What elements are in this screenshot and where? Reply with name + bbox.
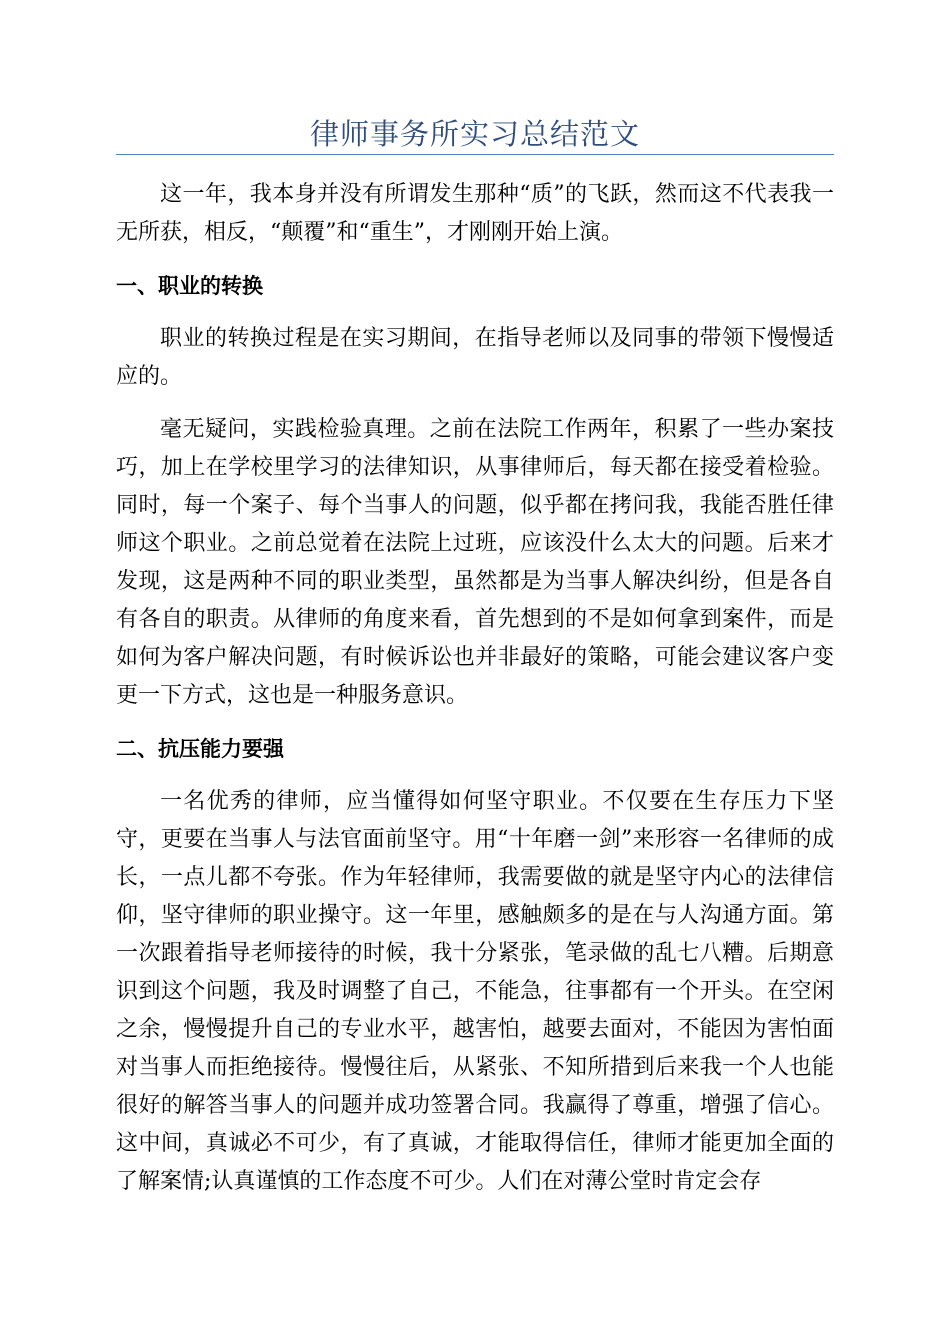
section-heading-career-transition: 一、职业的转换: [116, 274, 263, 298]
section1-paragraph-1: 职业的转换过程是在实习期间，在指导老师以及同事的带领下慢慢适应的。: [116, 326, 834, 389]
document-title: 律师事务所实习总结范文: [309, 117, 640, 151]
document-body: [116, 176, 834, 1216]
section1-paragraph-2: 毫无疑问，实践检验真理。之前在法院工作两年，积累了一些办案技巧，加上在学校里学习的法律知识，从事律师后，每天都在接受着检验。同时，每一个案子、每个当事人的问题，似乎都在拷问我，我能否胜任律师这个职业。之前总觉着在法院上过班，应该没什么太大的问题。后来才发现，这是两种不同的职业类型，虽然都是为当事人解决纠纷，但是各自有各自的职责。从律师的角度来看，首先想到的不是如何拿到案件，而是如何为客户解决问题，有时候诉讼也并非最好的策略，可能会建议客户变更一下方式，这也是一种服务意识。: [116, 417, 834, 708]
section2-paragraph-1: 一名优秀的律师，应当懂得如何坚守职业。不仅要在生存压力下坚守，更要在当事人与法官面前坚守。用“十年磨一剑”来形容一名律师的成长，一点儿都不夸张。作为年轻律师，我需要做的就是坚守内心的法律信仰，坚守律师的职业操守。这一年里，感触颇多的是在与人沟通方面。第一次跟着指导老师接待的时候，我十分紧张，笔录做的乱七八糟。后期意识到这个问题，我及时调整了自己，不能急，往事都有一个开头。在空闲之余，慢慢提升自己的专业水平，越害怕，越要去面对，不能因为害怕面对当事人而拒绝接待。慢慢往后，从紧张、不知所措到后来我一个人也能很好的解答当事人的问题并成功签署合同。我赢得了尊重，增强了信心。这中间，真诚必不可少，有了真诚，才能取得信任，律师才能更加全面的了解案情;认真谨慎的工作态度不可少。人们在对薄公堂时肯定会存: [116, 789, 834, 1194]
title-underline: [116, 154, 834, 155]
section-heading-stress-resistance: 二、抗压能力要强: [116, 737, 284, 761]
intro-paragraph: 这一年，我本身并没有所谓发生那种“质”的飞跃，然而这不代表我一无所获，相反，“颠覆”和“重生”，才刚刚开始上演。: [116, 182, 834, 245]
